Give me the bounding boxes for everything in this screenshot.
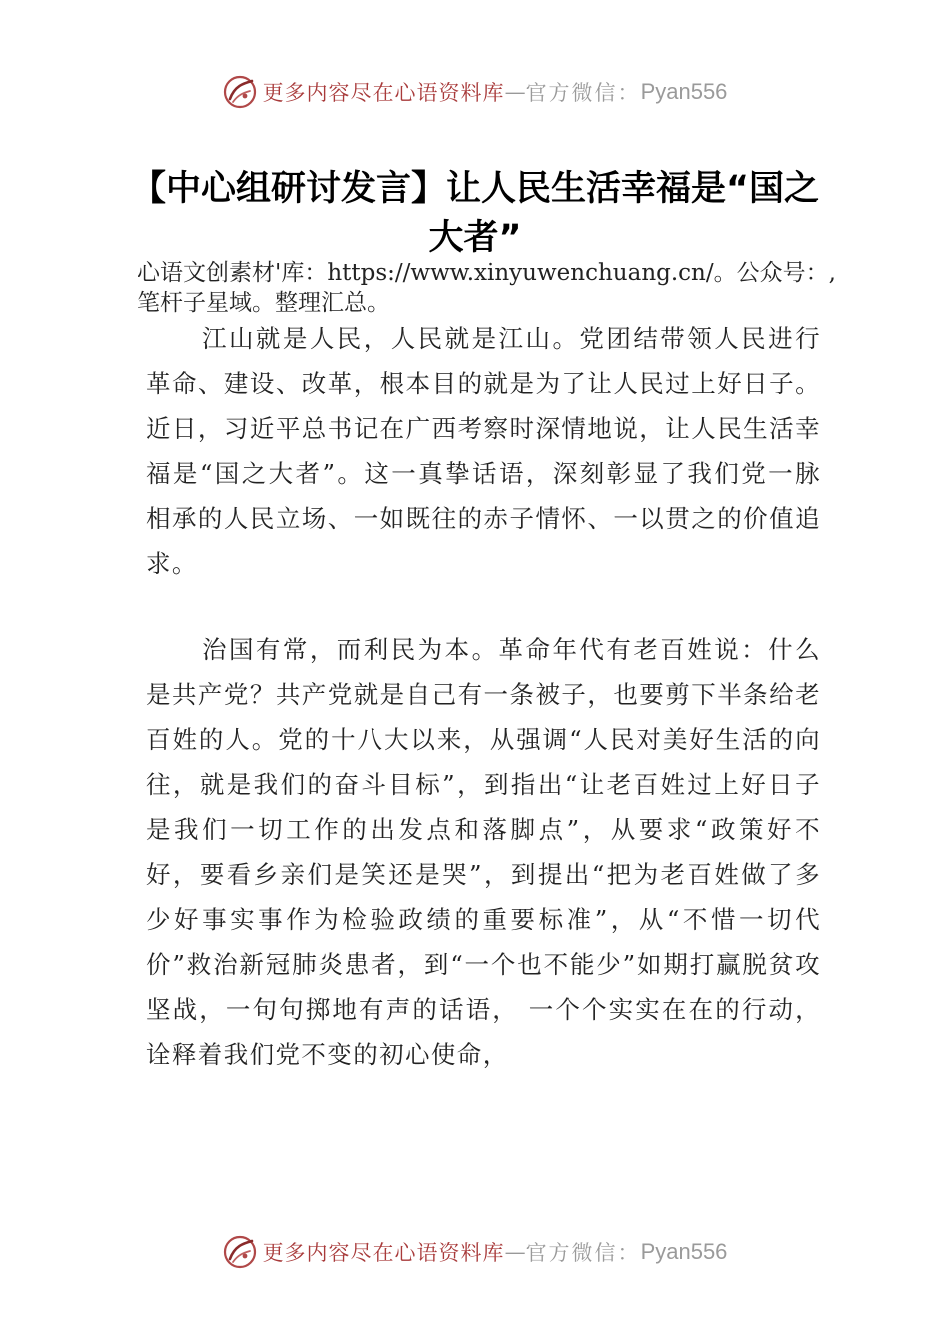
banner-separator: — [504, 1240, 526, 1264]
paragraph-1: 江山就是人民，人民就是江山。党团结带领人民进行革命、建设、改革，根本目的就是为了让人民过上好日子。近日，习近平总书记在广西考察时深情地说，让人民生活幸福是“国之大者”。这一真挚话语，深刻彰显了我们党一脉相承的人民立场、一如既往的赤子情怀、一以贯之的价值追求。 [146, 324, 821, 578]
logo-icon [223, 1235, 257, 1269]
banner-wechat-label: 官方微信： [525, 1241, 641, 1265]
document-title: 【中心组研讨发言】让人民生活幸福是“国之大者” [130, 169, 819, 258]
banner-wechat-label: 官方微信： [525, 81, 641, 105]
source-line: 心语文创素材'库：https://www.xinyuwenchuang.cn/。公众号：,笔杆子星域。整理汇总。 [137, 260, 836, 316]
logo-icon [223, 75, 257, 109]
banner-wechat-id: Pyan556 [640, 79, 728, 104]
banner-text: 更多内容尽在心语资料库 [262, 1241, 505, 1265]
header-banner [0, 70, 950, 114]
paragraph-2: 治国有常，而利民为本。革命年代有老百姓说：什么是共产党？共产党就是自己有一条被子，也要剪下半条给老百姓的人。党的十八大以来，从强调“人民对美好生活的向往，就是我们的奋斗目标”，到指出“让老百姓过上好日子是我们一切工作的出发点和落脚点”，从要求“政策好不好，要看乡亲们是笑还是哭”，到提出“把为老百姓做了多少好事实事作为检验政绩的重要标准”，从“不惜一切代价”救治新冠肺炎患者，到“一个也不能少”如期打赢脱贫攻坚战，一句句掷地有声的话语， 一个个实实在在的行动，诠释着我们党不变的初心使命， [146, 635, 821, 1069]
banner-separator: — [504, 80, 526, 104]
banner-text: 更多内容尽在心语资料库 [262, 81, 505, 105]
banner-wechat-id: Pyan556 [640, 1239, 728, 1264]
footer-banner [0, 1230, 950, 1274]
